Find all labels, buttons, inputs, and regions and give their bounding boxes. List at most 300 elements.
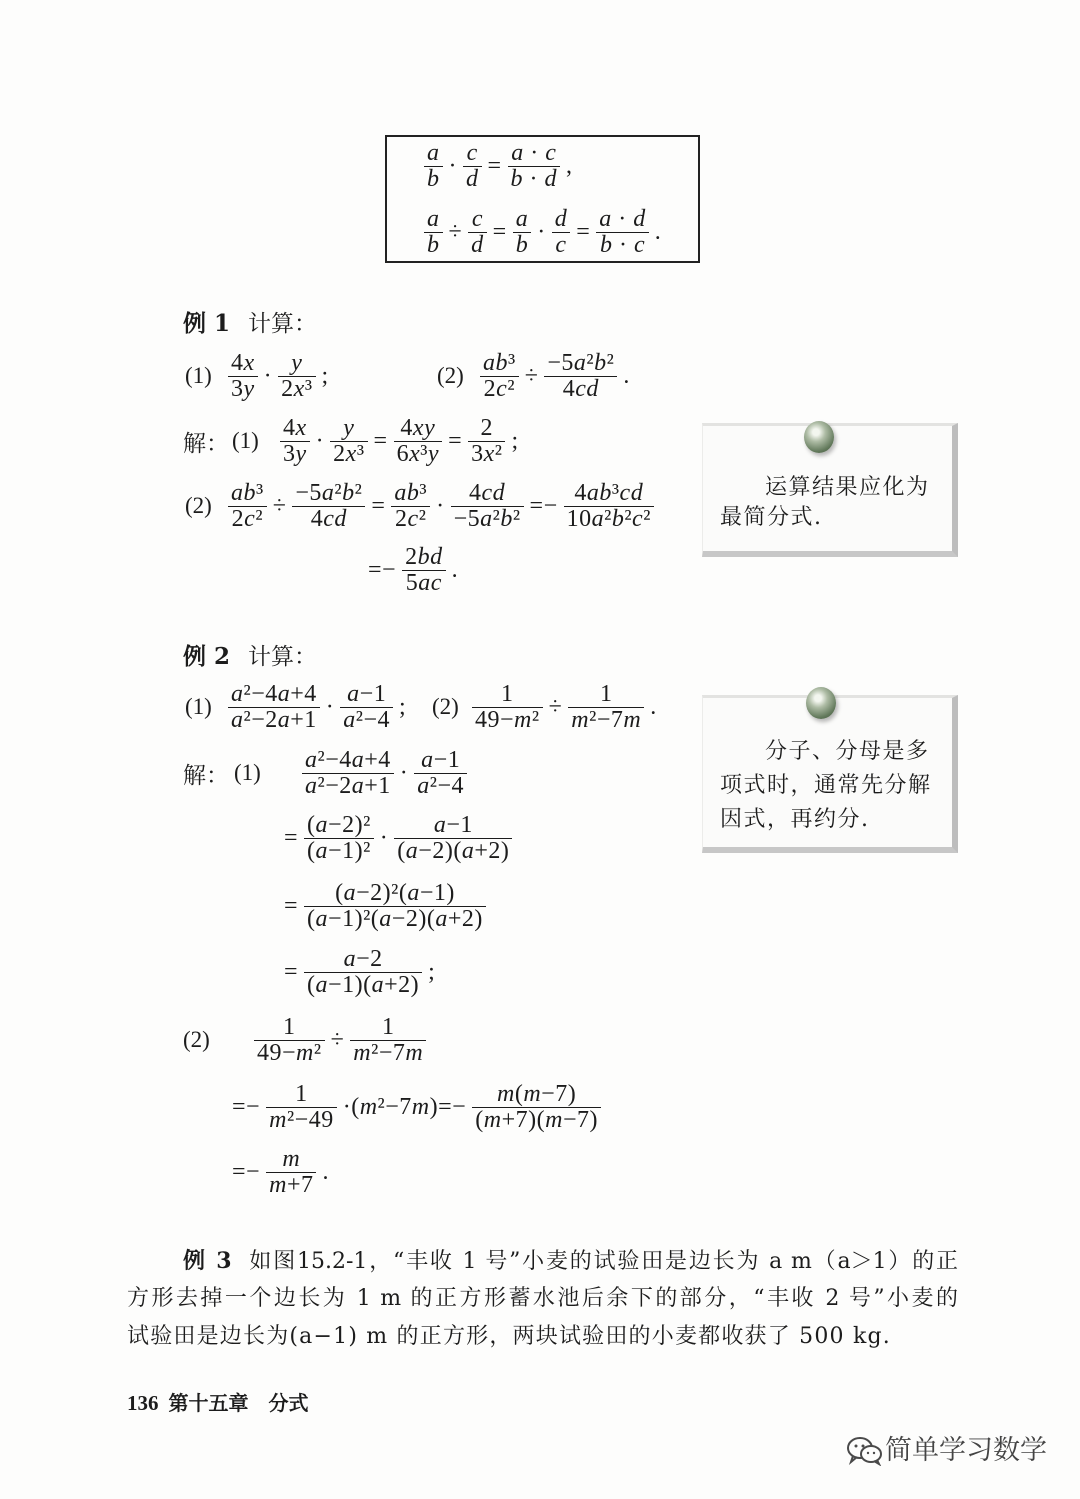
fraction [304,881,486,932]
fraction [414,748,467,799]
formula-text: = [448,427,463,454]
numerator: a−1 [340,682,393,708]
math-variable: a [305,746,318,773]
denominator: −5a²b² [453,505,521,532]
numerator: (a−2)²(a−1) [304,881,486,907]
denominator: (a−1)(a+2) [307,971,420,998]
problem-expression [226,348,333,404]
math-variable: m [405,1039,424,1066]
denominator: 3y [231,375,255,402]
fraction [564,481,654,532]
formula-text: . [654,218,662,245]
denominator: m+7 [269,1171,314,1198]
math-variable: x [412,414,425,441]
math-variable: c [545,139,557,166]
example-1-heading [183,309,317,339]
side-note-line: 因式，再约分. [720,807,870,832]
math-variable: a [231,479,244,506]
numerator: 4x [280,416,310,442]
math-variable: b [427,231,440,258]
fraction [472,682,543,733]
numerator: 1 [568,682,644,708]
denominator: (m+7)(m−7) [475,1106,598,1133]
math-variable: c [575,375,587,402]
side-note-line: 分子、分母是多 [765,739,930,764]
math-variable: a [591,505,605,532]
fraction [330,416,367,467]
fraction [596,207,649,258]
denominator: 3y [283,440,307,467]
math-variable: d [554,205,568,232]
side-note-line: 项式时，通常先分解 [720,773,932,798]
denominator: a²−2a+1 [231,706,317,733]
formula-text: ÷ [524,362,539,389]
numerator [330,416,367,442]
denominator: (a−1)²(a−2)(a+2) [307,905,483,932]
formula-text: =− [368,556,397,583]
math-variable: d [430,543,443,570]
math-variable: m [514,706,532,733]
math-variable: a [351,772,365,799]
wechat-icon [846,1436,884,1466]
formula-text: . [322,1158,329,1185]
numerator: 1 [266,1082,337,1108]
numerator: 2bd [402,545,446,571]
denominator: 2c² [483,375,516,402]
math-variable: m [623,706,642,733]
fraction [424,141,443,192]
numerator: (a−2)² [304,813,374,839]
fraction [292,481,365,532]
problem-expression [470,679,661,735]
denominator: 49−m² [475,706,540,733]
solution-label: (2) [185,493,212,518]
denominator [513,233,532,258]
numerator: m(m−7) [472,1082,601,1108]
math-variable: b [406,479,420,506]
denominator: b · c [599,231,646,258]
denominator: a²−2a+1 [305,772,391,799]
math-variable: a [435,905,448,932]
fraction [280,416,310,467]
math-variable: b [500,505,513,532]
math-variable: a [417,772,430,799]
math-variable: d [471,231,484,258]
math-variable: m [523,1080,542,1107]
numerator: a · c [508,141,561,167]
math-variable: m [269,1106,287,1133]
solution-line [280,878,488,934]
math-variable: c [496,375,508,402]
fraction [513,207,532,258]
side-note-line: 运算结果应化为 [765,475,930,500]
denominator: m²−7m [353,1039,424,1066]
denominator [424,233,443,258]
formula-text: · [325,693,335,720]
fraction [424,207,443,258]
chapter-title: 第十五章 [168,1391,249,1415]
pin-icon [806,687,836,719]
numerator: a²−4a+4 [302,748,394,774]
denominator [468,233,487,258]
example-label: 例 1 [183,310,231,337]
denominator: 4cd [562,375,599,402]
solution-label: (1) [234,760,261,785]
problem-expression [226,679,410,735]
math-variable: d [334,505,347,532]
math-variable: x [409,440,421,467]
math-variable: d [630,479,644,506]
problem-label: (1) [185,363,212,388]
math-variable: a [277,680,291,707]
math-variable: a [405,837,419,864]
math-variable: a [433,811,447,838]
denominator: 10a²b²c² [566,505,651,532]
solution-prefix: 解： [183,430,229,457]
fraction [228,351,258,402]
numerator: 4x [228,351,258,377]
math-variable: x [295,414,307,441]
numerator: ab³ [391,481,430,507]
formula-text: ; [511,427,519,454]
pin-icon [804,421,834,453]
numerator [424,141,443,167]
math-variable: a [573,349,587,376]
math-variable: c [633,231,646,258]
math-variable: a [461,837,475,864]
math-variable: b [594,349,607,376]
numerator [552,207,571,233]
denominator: 49−m² [257,1039,322,1066]
math-variable: m [296,1039,314,1066]
denominator: 5ac [405,569,442,596]
math-variable: a [394,479,407,506]
math-variable: x [243,349,255,376]
denominator: 2x³ [333,440,365,467]
solution-line [278,413,523,469]
denominator: 2c² [231,505,264,532]
example-2-heading [183,642,317,672]
fraction [350,1015,426,1066]
math-variable: a [418,569,431,596]
math-variable: x [293,375,305,402]
formula-text: . [650,693,657,720]
fraction [304,947,422,998]
problem-label: (1) [185,694,212,719]
numerator [266,1147,316,1173]
formula-text: ; [428,958,436,985]
formula-text: = [576,218,591,245]
formula-text: = [371,492,386,519]
denominator: m²−49 [269,1106,334,1133]
math-variable: a [315,837,329,864]
math-variable: c [407,505,419,532]
denominator: (a−1)² [307,837,371,864]
math-variable: d [544,165,558,192]
formula-text: = [284,892,299,919]
formula-text: . [451,556,459,583]
numerator: 4ab³cd [564,481,654,507]
math-variable: a [343,945,357,972]
math-variable: a [231,680,244,707]
formula-text: · [399,759,409,786]
fraction [480,351,519,402]
math-variable: b [611,505,625,532]
math-variable: m [571,706,590,733]
numerator [468,207,487,233]
math-variable: a [277,706,291,733]
solution-label: (1) [232,428,259,453]
solution-line [364,542,462,598]
denominator [424,167,443,192]
math-variable: b [599,231,613,258]
page-footer [127,1390,309,1416]
math-variable: a [231,706,244,733]
formula-text: , [566,152,573,179]
numerator: 1 [350,1015,426,1041]
formula-text: ÷ [272,492,287,519]
formula-text: ÷ [548,693,563,720]
math-variable: c [481,479,493,506]
math-variable: b [243,479,256,506]
formula-text: =− [529,492,558,519]
numerator: 4xy [394,416,443,442]
formula-text: ÷ [330,1026,345,1053]
numerator [463,141,482,167]
fraction [568,682,644,733]
math-variable: b [427,165,440,192]
paragraph-text: 如图15.2-1，“丰收 1 号”小麦的试验田是边长为 a m（a＞1）的正 [247,1249,958,1274]
numerator: a²−4a+4 [228,682,320,708]
fraction [468,207,487,258]
formula-text: · [448,152,457,179]
math-variable: a [347,680,360,707]
math-variable: a [407,879,420,906]
math-variable: a [315,905,329,932]
math-variable: a [480,505,493,532]
numerator: 1 [472,682,543,708]
denominator: a²−4 [343,706,391,733]
denominator: 4cd [310,505,347,532]
denominator: (a−2)(a+2) [397,837,510,864]
numerator: a−1 [414,748,467,774]
denominator: m²−7m [571,706,642,733]
denominator [552,233,571,258]
solution-line [226,478,656,534]
math-variable: a [515,205,529,232]
fraction [508,141,561,192]
problem-label: (2) [432,694,459,719]
denominator: 2x³ [281,375,313,402]
math-variable: a [427,139,440,166]
math-variable: c [471,205,483,232]
fraction [463,141,482,192]
denominator: a²−4 [417,772,465,799]
rule-formula-multiplication [422,138,577,194]
solution-line [280,944,439,1000]
math-variable: m [496,1080,515,1107]
math-variable: a [379,905,392,932]
solution-line [300,745,469,801]
fraction [391,481,430,532]
math-variable: m [359,1093,378,1120]
watermark-text: 简单学习数学 [885,1435,1047,1466]
math-variable: b [495,349,508,376]
math-variable: c [244,505,256,532]
math-variable: a [305,772,318,799]
formula-text: ·(m²−7m)=− [342,1093,467,1120]
math-variable: y [295,440,307,467]
formula-text: ÷ [448,218,463,245]
fraction [302,748,394,799]
fraction [304,813,374,864]
math-variable: b [599,479,612,506]
solution-line [228,1144,333,1200]
math-variable: a [427,205,440,232]
math-variable: m [353,1039,372,1066]
fraction [266,1082,337,1133]
solution-prefix: 解： [183,762,229,789]
denominator [463,167,482,192]
numerator [513,207,532,233]
denominator: 3x² [471,440,503,467]
denominator: 2c² [395,505,427,532]
formula-text: =− [232,1158,261,1185]
math-variable: y [427,440,440,467]
fraction [340,682,393,733]
math-variable: c [632,505,644,532]
problem-expression [478,348,634,404]
math-variable: d [633,205,646,232]
math-variable: x [345,440,357,467]
numerator: a−1 [394,813,512,839]
formula-text: =− [232,1093,261,1120]
math-variable: a [315,811,329,838]
formula-text: · [315,427,325,454]
formula-text: = [492,218,507,245]
formula-text: = [487,152,502,179]
math-variable: d [492,479,506,506]
formula-text: = [373,427,388,454]
example-title: 计算： [248,311,318,337]
numerator: −5a²b² [544,351,617,377]
numerator: a−2 [304,947,422,973]
fraction [552,207,571,258]
math-variable: c [619,479,631,506]
denominator: 6x³y [396,440,440,467]
denominator: b · d [510,165,558,192]
page-number: 136 [127,1391,159,1415]
math-variable: y [424,414,436,441]
solution-line [252,1012,428,1068]
fraction [228,481,267,532]
fraction [468,416,505,467]
math-variable: b [515,231,529,258]
formula-text: · [436,492,445,519]
formula-text: = [284,958,299,985]
math-variable: a [586,479,600,506]
numerator: ab³ [228,481,267,507]
formula-text: = [284,824,299,851]
math-variable: b [342,479,355,506]
math-variable: a [421,746,434,773]
section-title: 分式 [268,1391,309,1415]
problem-label: (2) [437,363,464,388]
side-note-line: 最简分式. [720,505,823,530]
numerator: 2 [468,416,505,442]
example-label: 例 3 [183,1248,232,1274]
math-variable: b [417,543,431,570]
fraction [394,813,512,864]
solution-line [228,1079,603,1135]
math-variable: a [315,971,329,998]
math-variable: m [483,1106,502,1133]
fraction [544,351,617,402]
fraction [394,416,443,467]
math-variable: b [510,165,524,192]
math-variable: c [323,505,335,532]
math-variable: m [282,1145,301,1172]
math-variable: d [466,165,479,192]
math-variable: a [321,479,335,506]
math-variable: y [343,414,355,441]
fraction [254,1015,325,1066]
math-variable: m [545,1106,563,1133]
example-3-line: 方形去掉一个边长为 1 m 的正方形蓄水池后余下的部分，“丰收 2 号”小麦的 [127,1286,958,1311]
math-variable: a [511,139,524,166]
formula-text: · [263,362,273,389]
math-variable: a [483,349,496,376]
formula-text: ; [321,362,329,389]
example-label: 例 2 [183,643,231,670]
formula-text: ; [399,693,407,720]
example-3-line [183,1246,958,1277]
fraction [472,1082,601,1133]
numerator: −5a²b² [292,481,365,507]
math-variable: a [371,971,385,998]
math-variable: a [343,879,357,906]
fraction [451,481,524,532]
solution-line [280,810,514,866]
formula-text: . [623,362,630,389]
numerator: 4cd [451,481,524,507]
example-title: 计算： [248,644,318,670]
math-variable: y [243,375,255,402]
formula-text: · [379,824,389,851]
math-variable: c [555,231,567,258]
numerator: 1 [254,1015,325,1041]
numerator [278,351,315,377]
math-variable: m [411,1093,430,1120]
math-variable: d [586,375,599,402]
numerator [424,207,443,233]
example-3-line: 试验田是边长为(a−1) m 的正方形，两块试验田的小麦都收获了 500 kg. [127,1324,891,1349]
formula-text: · [537,218,546,245]
math-variable: a [343,706,356,733]
math-variable: c [430,569,442,596]
math-variable: x [483,440,495,467]
numerator: a · d [596,207,649,233]
fraction [278,351,315,402]
rule-formula-division [422,204,665,260]
math-variable: a [351,746,365,773]
math-variable: c [466,139,478,166]
math-variable: y [291,349,303,376]
solution-label: (2) [183,1027,210,1052]
fraction [228,682,320,733]
math-variable: m [269,1171,287,1198]
math-variable: a [599,205,612,232]
